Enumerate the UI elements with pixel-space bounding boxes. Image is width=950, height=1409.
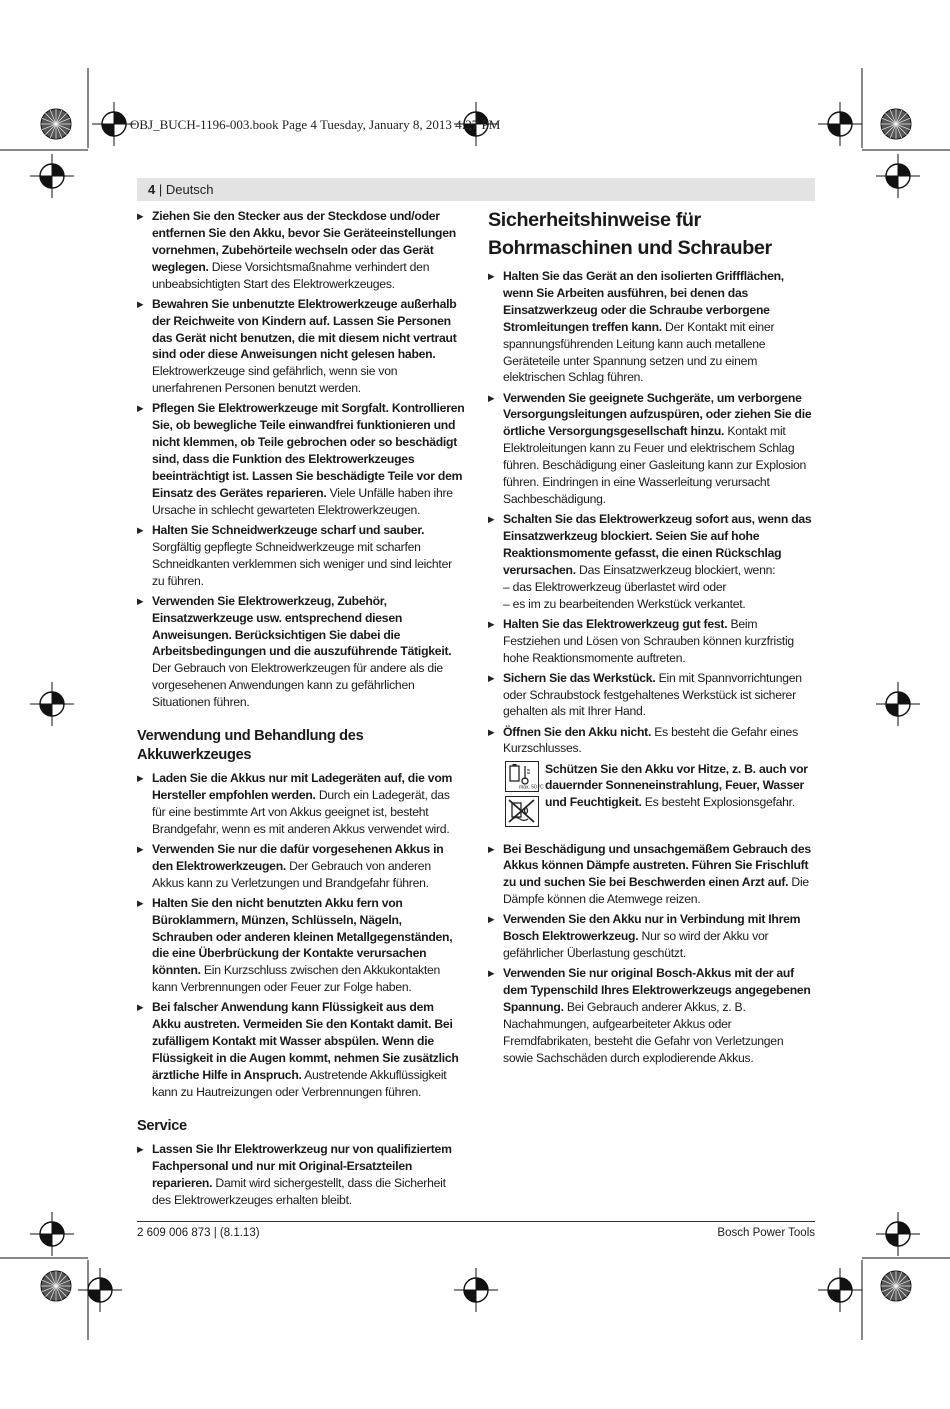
page-header-bar	[137, 178, 815, 201]
book-info-line: OBJ_BUCH-1196-003.book Page 4 Tuesday, January 8, 2013 4:27 PM	[130, 117, 501, 132]
list-item: ▶ Bei Beschädigung und unsachgemäßem Gebrauch des Akkus können Dämpfe austreten. Führen Sie Frischluft zu und suchen Sie bei Beschwerden einen Arzt auf. Die Dämpfe können die Atemwege reizen.	[488, 841, 816, 909]
list-item: ▶ Halten Sie den nicht benutzten Akku fern von Büroklammern, Münzen, Schlüsseln, Nägeln, Schrauben oder anderen kleinen Metallgegenständen, die eine Überbrückung der Kontakte verursachen könnten. Ein Kurzschluss zwischen den Akkukontakten kann Verbrennungen oder Feuer zur Folge haben.	[137, 895, 465, 996]
heat-warning-note	[505, 761, 816, 831]
list-item: ▶ Pflegen Sie Elektrowerkzeuge mit Sorgfalt. Kontrollieren Sie, ob bewegliche Teile einwandfrei funktionieren und nicht klemmen, ob Teile gebrochen oder so beschädigt sind, dass die Funktion des Elektrowerkzeuges beeinträchtigt ist. Lassen Sie beschädigte Teile vor dem Einsatz des Gerätes reparieren. Viele Unfälle haben ihre Ursache in schlecht gewarteten Elektrowerkzeugen.	[137, 400, 465, 518]
list-item: ▶ Verwenden Sie geeignete Suchgeräte, um verborgene Versorgungsleitungen aufzuspüren, oder ziehen Sie die örtliche Versorgungsgesellschaft hinzu. Kontakt mit Elektroleitungen kann zu Feuer und elektrischem Schlag führen. Beschädigung einer Gasleitung kann zur Explosion führen. Eindringen in eine Wasserleitung verursacht Sachbeschädigung.	[488, 390, 816, 508]
list-item: ▶ Öffnen Sie den Akku nicht. Es besteht die Gefahr eines Kurzschlusses.	[488, 724, 816, 758]
list-item: ▶ Verwenden Sie Elektrowerkzeug, Zubehör, Einsatzwerkzeuge usw. entsprechend diesen Anweisungen. Berücksichtigen Sie dabei die Arbeitsbedingungen und die auszuführende Tätigkeit. Der Gebrauch von Elektrowerkzeugen für andere als die vorgesehenen Anwendungen kann zu gefährlichen Situationen führen.	[137, 593, 465, 711]
no-water-icon	[505, 796, 539, 827]
list-item: ▶ Verwenden Sie nur original Bosch-Akkus mit der auf dem Typenschild Ihres Elektrowerkzeugs angegebenen Spannung. Bei Gebrauch anderer Akkus, z. B. Nachahmungen, aufgearbeiteter Akkus oder Fremdfabrikaten, besteht die Gefahr von Verletzungen sowie Sachschäden durch explodierende Akkus.	[488, 965, 816, 1066]
list-item: ▶ Ziehen Sie den Stecker aus der Steckdose und/oder entfernen Sie den Akku, bevor Sie Geräteeinstellungen vornehmen, Zubehörteile wechseln oder das Gerät weglegen. Diese Vorsichtsmaßnahme verhindert den unbeabsichtigten Start des Elektrowerkzeuges.	[137, 208, 465, 293]
list-item: ▶ Schalten Sie das Elektrowerkzeug sofort aus, wenn das Einsatzwerkzeug blockiert. Seien Sie auf hohe Reaktionsmomente gefasst, die einen Rückschlag verursachen. Das Einsatzwerkzeug blockiert, wenn: – das Elektrowerkzeug überlastet wird oder – es im zu bearbeitenden Werkstück verkantet.	[488, 511, 816, 612]
footer-doc-number: 2 609 006 873 | (8.1.13)	[137, 1227, 260, 1239]
list-item: ▶ Halten Sie Schneidwerkzeuge scharf und sauber. Sorgfältig gepflegte Schneidwerkzeuge mit scharfen Schneidkanten verklemmen sich weniger und sind leichter zu führen.	[137, 522, 465, 590]
list-item: ▶ Laden Sie die Akkus nur mit Ladegeräten auf, die vom Hersteller empfohlen werden. Durch ein Ladegerät, das für eine bestimmte Art von Akkus geeignet ist, besteht Brandgefahr, wenn es mit anderen Akkus verwendet wird.	[137, 770, 465, 838]
right-column	[488, 206, 816, 1070]
list-item: ▶ Sichern Sie das Werkstück. Ein mit Spannvorrichtungen oder Schraubstock festgehaltenes Werkstück ist sicherer gehalten als mit Ihrer Hand.	[488, 670, 816, 721]
page-header	[148, 182, 214, 197]
list-item: ▶ Verwenden Sie den Akku nur in Verbindung mit Ihrem Bosch Elektrowerkzeug. Nur so wird der Akku vor gefährlicher Überlastung geschützt.	[488, 911, 816, 962]
section-title: Sicherheitshinweise für Bohrmaschinen und Schrauber	[488, 209, 772, 259]
header-separator: |	[155, 182, 166, 197]
sub-line: – es im zu bearbeitenden Werkstück verkantet.	[503, 596, 746, 611]
left-column	[137, 208, 465, 1212]
heat-warning-text: Schützen Sie den Akku vor Hitze, z. B. auch vor dauernder Sonneneinstrahlung, Feuer, Wasser und Feuchtigkeit. Es besteht Explosionsgefahr.	[545, 761, 808, 810]
list-item: ▶ Verwenden Sie nur die dafür vorgesehenen Akkus in den Elektrowerkzeugen. Der Gebrauch von anderen Akkus kann zu Verletzungen und Brandgefahr führen.	[137, 841, 465, 892]
list-item: ▶ Bewahren Sie unbenutzte Elektrowerkzeuge außerhalb der Reichweite von Kindern auf. Lassen Sie Personen das Gerät nicht benutzen, die mit diesem nicht vertraut sind oder diese Anweisungen nicht gelesen haben. Elektrowerkzeuge sind gefährlich, wenn sie von unerfahrenen Personen benutzt werden.	[137, 296, 465, 397]
sub-line: – das Elektrowerkzeug überlastet wird oder	[503, 579, 727, 594]
page-number: 4	[148, 182, 156, 197]
footer-rule	[137, 1221, 815, 1222]
list-item: ▶ Bei falscher Anwendung kann Flüssigkeit aus dem Akku austreten. Vermeiden Sie den Kontakt damit. Bei zufälligem Kontakt mit Wasser abspülen. Wenn die Flüssigkeit in die Augen kommt, nehmen Sie zusätzlich ärztliche Hilfe in Anspruch. Austretende Akkuflüssigkeit kann zu Hautreizungen oder Verbrennungen führen.	[137, 999, 465, 1100]
section-heading-akku: Verwendung und Behandlung des Akkuwerkzeuges	[137, 728, 364, 764]
header-language: Deutsch	[165, 182, 214, 197]
list-item: ▶ Halten Sie das Elektrowerkzeug gut fest. Beim Festziehen und Lösen von Schrauben können kurzfristig hohe Reaktionsmomente auftreten.	[488, 616, 816, 667]
heat-thermometer-icon	[505, 761, 544, 792]
list-item: ▶ Lassen Sie Ihr Elektrowerkzeug nur von qualifiziertem Fachpersonal und nur mit Original-Ersatzteilen reparieren. Damit wird sichergestellt, dass die Sicherheit des Elektrowerkzeuges erhalten bleibt.	[137, 1141, 465, 1209]
max-temp-label: max. 50 °C	[519, 784, 544, 790]
section-heading-service: Service	[137, 1117, 187, 1134]
footer-brand: Bosch Power Tools	[717, 1227, 815, 1239]
list-item: ▶ Halten Sie das Gerät an den isolierten Griffflächen, wenn Sie Arbeiten ausführen, bei denen das Einsatzwerkzeug oder die Schraube verborgene Stromleitungen treffen kann. Der Kontakt mit einer spannungsführenden Leitung kann auch metallene Geräteteile unter Spannung setzen und zu einem elektrischen Schlag führen.	[488, 268, 816, 386]
